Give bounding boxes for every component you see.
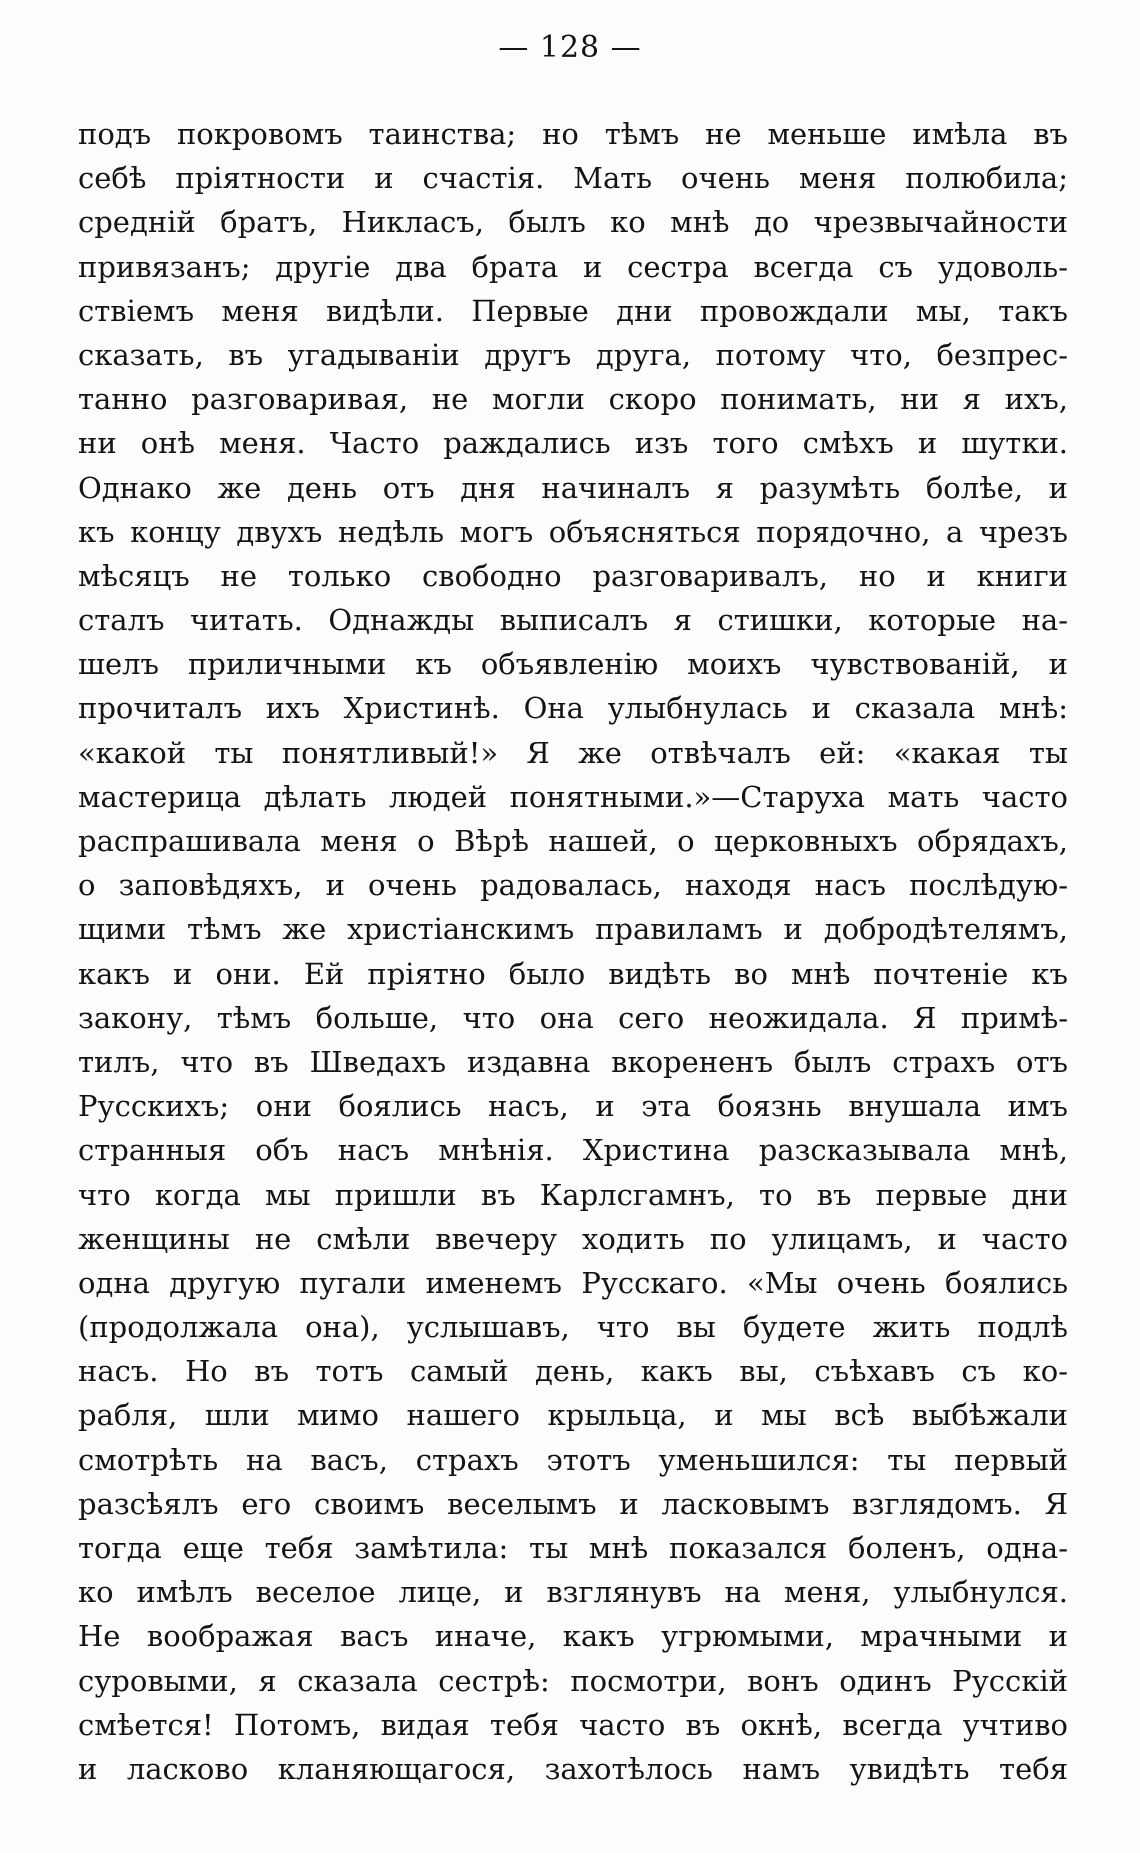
- text-line: ко имѣлъ веселое лице, и взглянувъ на меня, улыбнулся.: [78, 1575, 1068, 1610]
- text-line: ствіемъ меня видѣли. Первые дни провождали мы, такъ: [78, 293, 1068, 328]
- text-line: странныя объ насъ мнѣнія. Христина разсказывала мнѣ,: [78, 1133, 1068, 1168]
- text-line: мастерица дѣлать людей понятными.»—Старуха мать часто: [78, 779, 1068, 814]
- text-line: средній братъ, Никласъ, былъ ко мнѣ до чрезвычайности: [78, 205, 1068, 240]
- text-line: женщины не смѣли ввечеру ходить по улицамъ, и часто: [78, 1221, 1068, 1256]
- text-line: распрашивала меня о Вѣрѣ нашей, о церковныхъ обрядахъ,: [78, 824, 1068, 858]
- text-line: прочиталъ ихъ Христинѣ. Она улыбнулась и сказала мнѣ:: [78, 691, 1068, 726]
- text-line: тогда еще тебя замѣтила: ты мнѣ показался боленъ, одна-: [78, 1531, 1068, 1565]
- page-number: — 128 —: [498, 30, 642, 65]
- text-line: къ концу двухъ недѣль могъ объясняться порядочно, а чрезъ: [78, 514, 1068, 549]
- text-line: смѣется! Потомъ, видая тебя часто въ окнѣ, всегда учтиво: [78, 1707, 1068, 1742]
- text-line: рабля, шли мимо нашего крыльца, и мы всѣ выбѣжали: [78, 1398, 1068, 1433]
- text-line: что когда мы пришли въ Карлсгамнъ, то въ первые дни: [78, 1177, 1068, 1212]
- text-line: Однако же день отъ дня начиналъ я разумѣть болѣе, и: [78, 470, 1068, 505]
- text-line: сталъ читать. Однажды выписалъ я стишки, которые на-: [78, 603, 1068, 638]
- text-line: сказать, въ угадываніи другъ друга, потому что, безпрес-: [78, 337, 1068, 372]
- text-line: смотрѣть на васъ, страхъ этотъ уменьшился: ты первый: [78, 1442, 1068, 1477]
- text-line: тилъ, что въ Шведахъ издавна вкорененъ былъ страхъ отъ: [78, 1044, 1068, 1079]
- text-line: разсѣялъ его своимъ веселымъ и ласковымъ взглядомъ. Я: [78, 1486, 1068, 1521]
- text-line: Русскихъ; они боялись насъ, и эта боязнь внушала имъ: [78, 1089, 1068, 1124]
- body-text: [78, 112, 1068, 1791]
- text-line: закону, тѣмъ больше, что она сего неожидала. Я примѣ-: [78, 1000, 1068, 1035]
- text-line: привязанъ; другіе два брата и сестра всегда съ удоволь-: [78, 249, 1068, 284]
- text-line: (продолжала она), услышавъ, что вы будете жить подлѣ: [78, 1310, 1068, 1345]
- text-line: подъ покровомъ таинства; но тѣмъ не меньше имѣла въ: [78, 117, 1068, 151]
- text-line: и ласково кланяющагося, захотѣлось намъ увидѣть тебя: [78, 1751, 1068, 1786]
- text-line: щими тѣмъ же христіанскимъ правиламъ и добродѣтелямъ,: [78, 912, 1068, 947]
- text-line: шелъ приличными къ объявленію моихъ чувствованій, и: [78, 647, 1068, 682]
- text-line: какъ и они. Ей пріятно было видѣть во мнѣ почтеніе къ: [78, 956, 1068, 991]
- text-line: о заповѣдяхъ, и очень радовалась, находя насъ послѣдую-: [78, 868, 1068, 903]
- text-line: «какой ты понятливый!» Я же отвѣчалъ ей: «какая ты: [78, 735, 1068, 770]
- text-line: ни онѣ меня. Часто раждались изъ того смѣхъ и шутки.: [78, 426, 1068, 461]
- text-line: себѣ пріятности и счастія. Мать очень меня полюбила;: [78, 161, 1068, 196]
- text-line: мѣсяцъ не только свободно разговаривалъ, но и книги: [78, 558, 1068, 593]
- text-line: суровыми, я сказала сестрѣ: посмотри, вонъ одинъ Русскій: [78, 1663, 1068, 1698]
- text-line: насъ. Но въ тотъ самый день, какъ вы, съѣхавъ съ ко-: [78, 1354, 1068, 1389]
- text-line: одна другую пугали именемъ Русскаго. «Мы очень боялись: [78, 1265, 1068, 1300]
- text-line: Не воображая васъ иначе, какъ угрюмыми, мрачными и: [78, 1619, 1068, 1654]
- text-line: танно разговаривая, не могли скоро понимать, ни я ихъ,: [78, 382, 1068, 417]
